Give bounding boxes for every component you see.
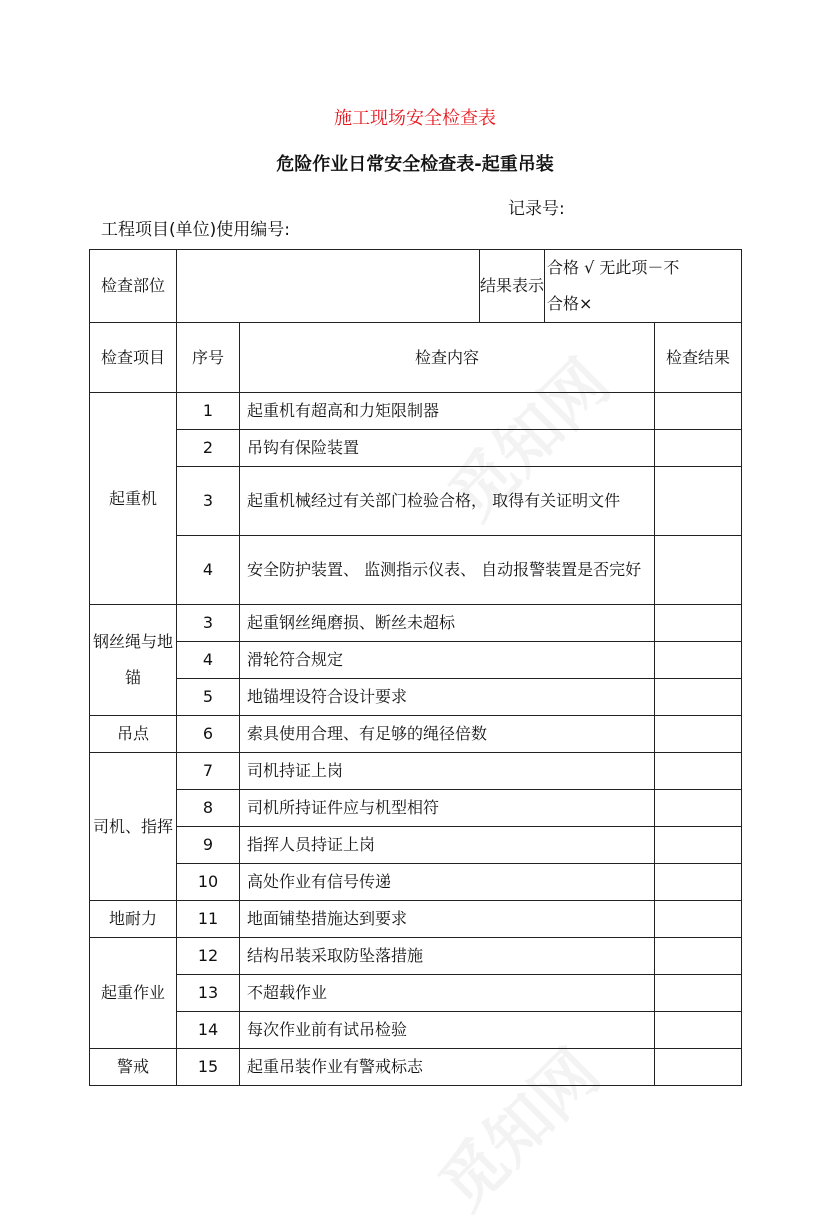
result-input-cell[interactable] (655, 1012, 742, 1049)
content-cell: 结构吊装采取防坠落措施 (240, 938, 655, 975)
result-input-cell[interactable] (655, 605, 742, 642)
content-cell: 安全防护装置、 监测指示仪表、 自动报警装置是否完好 (240, 536, 655, 605)
category-cell: 警戒 (90, 1049, 177, 1086)
content-cell: 起重钢丝绳磨损、断丝未超标 (240, 605, 655, 642)
category-cell: 钢丝绳与地锚 (90, 605, 177, 716)
seq-cell: 6 (177, 716, 240, 753)
seq-cell: 9 (177, 827, 240, 864)
seq-cell: 7 (177, 753, 240, 790)
content-cell: 司机持证上岗 (240, 753, 655, 790)
seq-cell: 1 (177, 393, 240, 430)
table-row (90, 975, 742, 1012)
result-input-cell[interactable] (655, 393, 742, 430)
seq-cell: 15 (177, 1049, 240, 1086)
content-cell: 滑轮符合规定 (240, 642, 655, 679)
result-column-header: 检查结果 (655, 323, 742, 393)
seq-cell: 3 (177, 467, 240, 536)
page-title: 施工现场安全检查表 (334, 108, 496, 129)
content-cell: 起重机械经过有关部门检验合格， 取得有关证明文件 (240, 467, 655, 536)
content-cell: 每次作业前有试吊检验 (240, 1012, 655, 1049)
table-row (90, 716, 742, 753)
record-number-label: 记录号: (508, 199, 565, 219)
table-row (90, 642, 742, 679)
location-label: 检查部位 (90, 250, 177, 323)
result-input-cell[interactable] (655, 864, 742, 901)
seq-cell: 4 (177, 536, 240, 605)
table-row (90, 790, 742, 827)
seq-cell: 8 (177, 790, 240, 827)
result-input-cell[interactable] (655, 975, 742, 1012)
content-cell: 地面铺垫措施达到要求 (240, 901, 655, 938)
category-cell: 地耐力 (90, 901, 177, 938)
page-subtitle: 危险作业日常安全检查表-起重吊装 (276, 154, 554, 175)
result-input-cell[interactable] (655, 536, 742, 605)
seq-cell: 12 (177, 938, 240, 975)
project-number-label: 工程项目(单位)使用编号: (101, 220, 290, 240)
table-row (90, 393, 742, 430)
seq-cell: 3 (177, 605, 240, 642)
header-row-columns (90, 323, 742, 393)
table-row (90, 753, 742, 790)
category-cell: 起重作业 (90, 938, 177, 1049)
item-column-header: 检查项目 (90, 323, 177, 393)
seq-cell: 13 (177, 975, 240, 1012)
table-row (90, 901, 742, 938)
table-row (90, 536, 742, 605)
table-row (90, 864, 742, 901)
content-cell: 地锚埋设符合设计要求 (240, 679, 655, 716)
seq-column-header: 序号 (177, 323, 240, 393)
table-row (90, 1012, 742, 1049)
result-input-cell[interactable] (655, 642, 742, 679)
seq-cell: 10 (177, 864, 240, 901)
result-input-cell[interactable] (655, 467, 742, 536)
result-input-cell[interactable] (655, 753, 742, 790)
content-cell: 索具使用合理、有足够的绳径倍数 (240, 716, 655, 753)
result-input-cell[interactable] (655, 679, 742, 716)
table-row (90, 1049, 742, 1086)
content-cell: 吊钩有保险装置 (240, 430, 655, 467)
seq-cell: 4 (177, 642, 240, 679)
category-cell: 司机、指挥 (90, 753, 177, 901)
category-cell: 吊点 (90, 716, 177, 753)
content-cell: 起重吊装作业有警戒标志 (240, 1049, 655, 1086)
result-input-cell[interactable] (655, 938, 742, 975)
result-legend: 合格 √ 无此项－不合格× (545, 250, 742, 323)
content-cell: 不超载作业 (240, 975, 655, 1012)
table-row (90, 827, 742, 864)
content-cell: 司机所持证件应与机型相符 (240, 790, 655, 827)
table-row (90, 467, 742, 536)
category-cell: 起重机 (90, 393, 177, 605)
seq-cell: 11 (177, 901, 240, 938)
result-input-cell[interactable] (655, 827, 742, 864)
seq-cell: 14 (177, 1012, 240, 1049)
table-row (90, 605, 742, 642)
result-input-cell[interactable] (655, 790, 742, 827)
location-input[interactable] (177, 250, 480, 323)
result-input-cell[interactable] (655, 430, 742, 467)
content-cell: 高处作业有信号传递 (240, 864, 655, 901)
content-cell: 起重机有超高和力矩限制器 (240, 393, 655, 430)
result-input-cell[interactable] (655, 901, 742, 938)
seq-cell: 5 (177, 679, 240, 716)
seq-cell: 2 (177, 430, 240, 467)
result-input-cell[interactable] (655, 716, 742, 753)
result-legend-label: 结果表示 (480, 250, 545, 323)
result-input-cell[interactable] (655, 1049, 742, 1086)
table-row (90, 679, 742, 716)
header-row-location (90, 250, 742, 323)
table-row (90, 430, 742, 467)
content-column-header: 检查内容 (240, 323, 655, 393)
inspection-table (89, 249, 742, 1086)
table-row (90, 938, 742, 975)
content-cell: 指挥人员持证上岗 (240, 827, 655, 864)
